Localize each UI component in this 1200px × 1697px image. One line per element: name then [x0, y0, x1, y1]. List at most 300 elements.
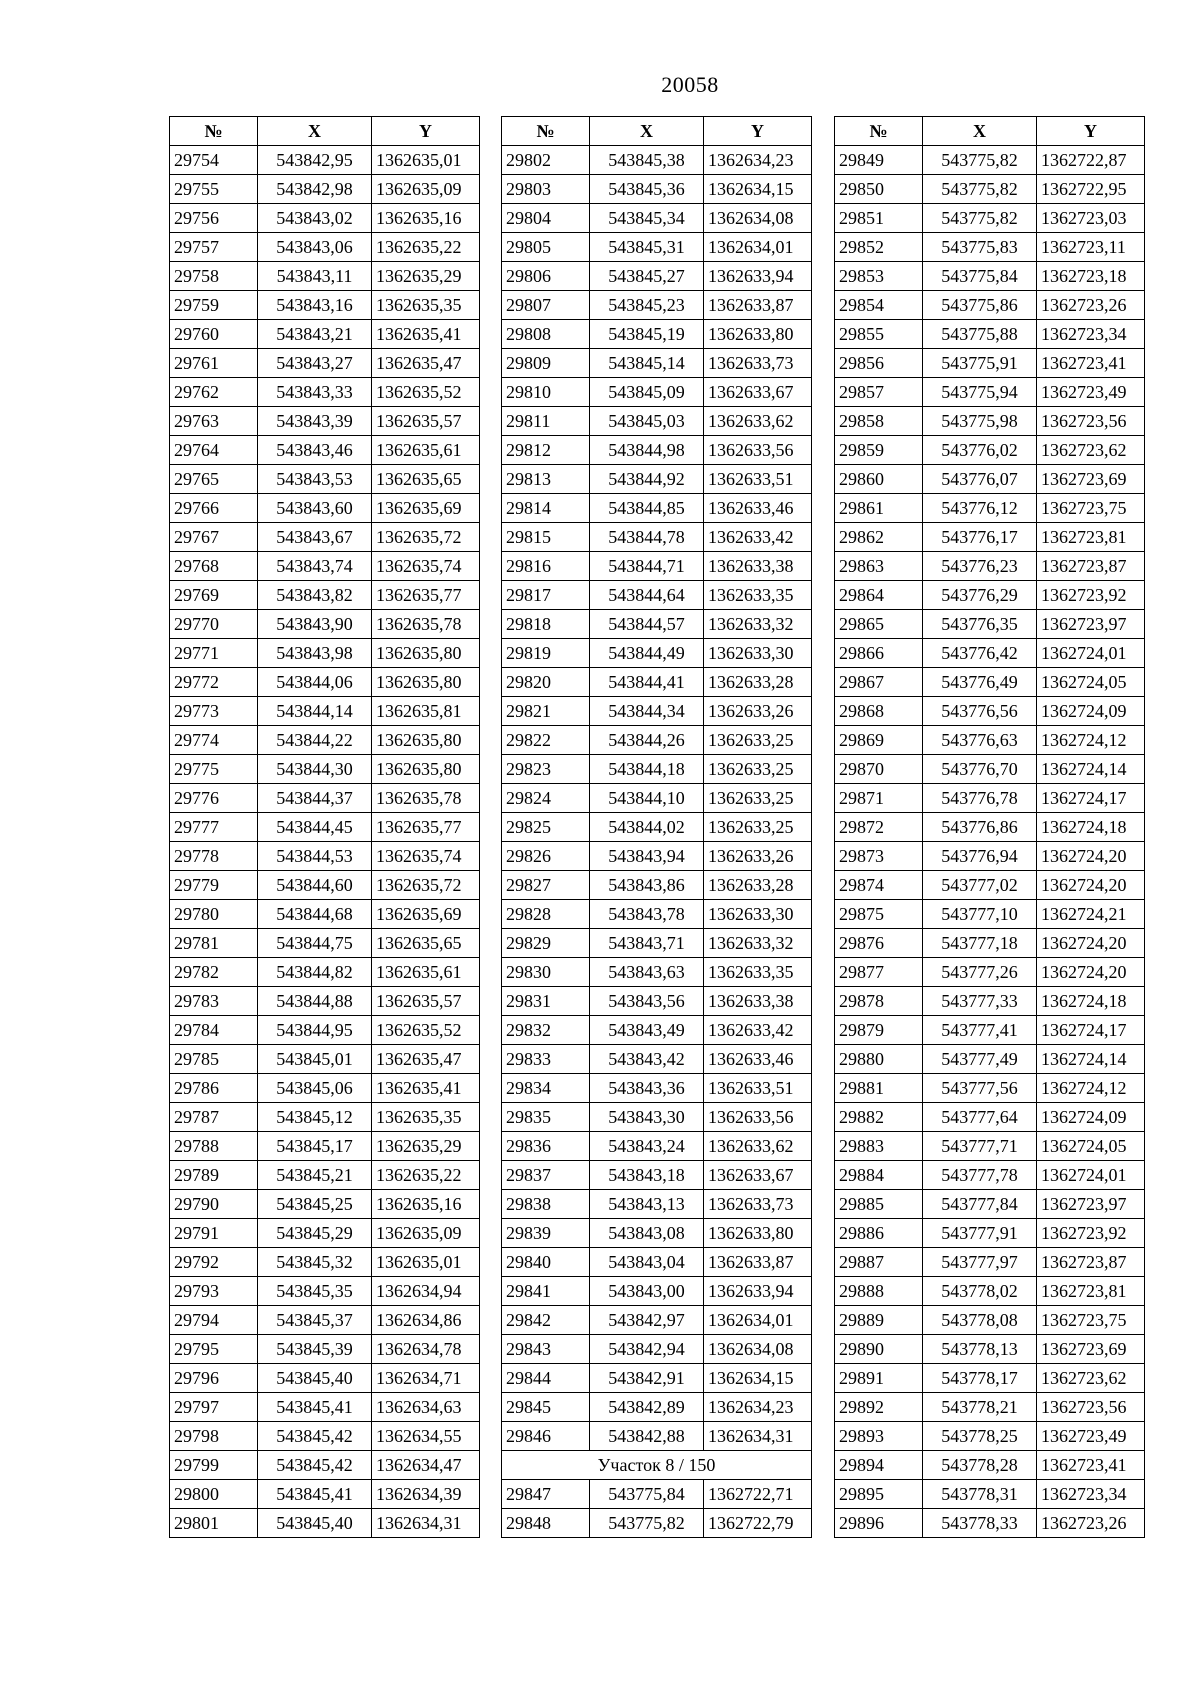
x-coordinate-cell: 543845,34 — [590, 204, 704, 233]
x-coordinate-cell: 543843,82 — [258, 581, 372, 610]
point-number-cell: 29845 — [502, 1393, 590, 1422]
y-coordinate-cell: 1362634,78 — [372, 1335, 480, 1364]
point-number-cell: 29891 — [835, 1364, 923, 1393]
x-coordinate-cell: 543843,36 — [590, 1074, 704, 1103]
y-coordinate-cell: 1362724,01 — [1037, 639, 1145, 668]
y-coordinate-cell: 1362635,74 — [372, 842, 480, 871]
point-number-cell: 29823 — [502, 755, 590, 784]
x-coordinate-cell: 543844,45 — [258, 813, 372, 842]
x-coordinate-cell: 543844,41 — [590, 668, 704, 697]
y-coordinate-cell: 1362723,97 — [1037, 610, 1145, 639]
table-row — [835, 407, 1145, 436]
point-number-cell: 29841 — [502, 1277, 590, 1306]
x-coordinate-cell: 543843,78 — [590, 900, 704, 929]
y-coordinate-cell: 1362633,26 — [704, 842, 812, 871]
point-number-cell: 29834 — [502, 1074, 590, 1103]
table-row — [835, 175, 1145, 204]
point-number-cell: 29860 — [835, 465, 923, 494]
point-number-cell: 29864 — [835, 581, 923, 610]
x-coordinate-cell: 543777,84 — [923, 1190, 1037, 1219]
table-row — [170, 1364, 480, 1393]
point-number-cell: 29814 — [502, 494, 590, 523]
y-coordinate-cell: 1362633,62 — [704, 1132, 812, 1161]
y-coordinate-cell: 1362633,56 — [704, 436, 812, 465]
y-coordinate-cell: 1362723,26 — [1037, 1509, 1145, 1538]
point-number-cell: 29789 — [170, 1161, 258, 1190]
x-coordinate-cell: 543845,17 — [258, 1132, 372, 1161]
point-number-cell: 29844 — [502, 1364, 590, 1393]
y-coordinate-cell: 1362724,14 — [1037, 1045, 1145, 1074]
table-row — [170, 813, 480, 842]
y-coordinate-cell: 1362634,71 — [372, 1364, 480, 1393]
table-row — [170, 349, 480, 378]
x-coordinate-cell: 543844,37 — [258, 784, 372, 813]
table-row — [502, 1103, 812, 1132]
x-coordinate-cell: 543777,91 — [923, 1219, 1037, 1248]
x-coordinate-cell: 543778,33 — [923, 1509, 1037, 1538]
table-row — [170, 1045, 480, 1074]
y-coordinate-cell: 1362724,18 — [1037, 987, 1145, 1016]
x-coordinate-cell: 543776,12 — [923, 494, 1037, 523]
point-number-cell: 29764 — [170, 436, 258, 465]
point-number-cell: 29836 — [502, 1132, 590, 1161]
point-number-cell: 29862 — [835, 523, 923, 552]
y-coordinate-cell: 1362635,61 — [372, 958, 480, 987]
y-coordinate-cell: 1362635,09 — [372, 175, 480, 204]
table-row — [835, 291, 1145, 320]
y-coordinate-cell: 1362633,56 — [704, 1103, 812, 1132]
x-coordinate-cell: 543844,53 — [258, 842, 372, 871]
x-coordinate-cell: 543845,40 — [258, 1364, 372, 1393]
x-coordinate-cell: 543844,02 — [590, 813, 704, 842]
y-coordinate-cell: 1362635,80 — [372, 726, 480, 755]
point-number-cell: 29822 — [502, 726, 590, 755]
x-coordinate-cell: 543843,11 — [258, 262, 372, 291]
point-number-cell: 29774 — [170, 726, 258, 755]
point-number-cell: 29807 — [502, 291, 590, 320]
point-number-cell: 29777 — [170, 813, 258, 842]
table-row — [835, 1277, 1145, 1306]
y-coordinate-cell: 1362635,41 — [372, 320, 480, 349]
point-number-cell: 29808 — [502, 320, 590, 349]
section-label: Участок 8 / 150 — [502, 1451, 812, 1480]
point-number-cell: 29874 — [835, 871, 923, 900]
point-number-cell: 29772 — [170, 668, 258, 697]
x-coordinate-cell: 543776,07 — [923, 465, 1037, 494]
table-row — [170, 1190, 480, 1219]
point-number-cell: 29842 — [502, 1306, 590, 1335]
x-coordinate-cell: 543777,02 — [923, 871, 1037, 900]
point-number-cell: 29857 — [835, 378, 923, 407]
point-number-cell: 29865 — [835, 610, 923, 639]
page-number: 20058 — [661, 72, 719, 97]
x-coordinate-cell: 543843,74 — [258, 552, 372, 581]
table-row — [835, 146, 1145, 175]
x-coordinate-cell: 543777,56 — [923, 1074, 1037, 1103]
point-number-cell: 29872 — [835, 813, 923, 842]
x-coordinate-cell: 543843,08 — [590, 1219, 704, 1248]
y-coordinate-cell: 1362633,73 — [704, 1190, 812, 1219]
y-coordinate-cell: 1362634,94 — [372, 1277, 480, 1306]
point-number-cell: 29869 — [835, 726, 923, 755]
point-number-cell: 29818 — [502, 610, 590, 639]
table-row — [170, 958, 480, 987]
y-coordinate-cell: 1362723,34 — [1037, 320, 1145, 349]
x-coordinate-cell: 543775,82 — [590, 1509, 704, 1538]
x-coordinate-cell: 543843,00 — [590, 1277, 704, 1306]
table-row — [502, 813, 812, 842]
point-number-cell: 29867 — [835, 668, 923, 697]
table-row — [502, 465, 812, 494]
table-row — [835, 1509, 1145, 1538]
y-coordinate-cell: 1362723,87 — [1037, 1248, 1145, 1277]
x-coordinate-cell: 543843,46 — [258, 436, 372, 465]
x-coordinate-cell: 543777,41 — [923, 1016, 1037, 1045]
table-row — [835, 958, 1145, 987]
point-number-cell: 29766 — [170, 494, 258, 523]
y-coordinate-cell: 1362635,78 — [372, 784, 480, 813]
y-coordinate-cell: 1362723,81 — [1037, 1277, 1145, 1306]
point-number-cell: 29787 — [170, 1103, 258, 1132]
table-row — [170, 262, 480, 291]
table-row — [502, 1074, 812, 1103]
x-coordinate-cell: 543845,23 — [590, 291, 704, 320]
y-coordinate-cell: 1362635,57 — [372, 987, 480, 1016]
table-row — [502, 1219, 812, 1248]
table-row — [835, 668, 1145, 697]
table-row — [502, 958, 812, 987]
x-coordinate-cell: 543776,78 — [923, 784, 1037, 813]
point-number-cell: 29854 — [835, 291, 923, 320]
y-coordinate-cell: 1362633,42 — [704, 523, 812, 552]
y-coordinate-cell: 1362633,67 — [704, 1161, 812, 1190]
point-number-cell: 29813 — [502, 465, 590, 494]
point-number-cell: 29795 — [170, 1335, 258, 1364]
table-row — [170, 1074, 480, 1103]
table-row — [835, 1393, 1145, 1422]
table-row — [835, 1103, 1145, 1132]
table-row — [835, 987, 1145, 1016]
point-number-cell: 29763 — [170, 407, 258, 436]
x-coordinate-cell: 543844,95 — [258, 1016, 372, 1045]
table-row — [835, 900, 1145, 929]
y-coordinate-cell: 1362633,26 — [704, 697, 812, 726]
table-row — [170, 552, 480, 581]
x-coordinate-cell: 543844,64 — [590, 581, 704, 610]
table-row — [835, 233, 1145, 262]
header-x: X — [258, 117, 372, 146]
point-number-cell: 29798 — [170, 1422, 258, 1451]
header-number: № — [835, 117, 923, 146]
point-number-cell: 29895 — [835, 1480, 923, 1509]
point-number-cell: 29804 — [502, 204, 590, 233]
y-coordinate-cell: 1362723,87 — [1037, 552, 1145, 581]
point-number-cell: 29833 — [502, 1045, 590, 1074]
table-row — [835, 1248, 1145, 1277]
table-row — [502, 929, 812, 958]
x-coordinate-cell: 543845,42 — [258, 1422, 372, 1451]
x-coordinate-cell: 543844,10 — [590, 784, 704, 813]
point-number-cell: 29812 — [502, 436, 590, 465]
y-coordinate-cell: 1362635,80 — [372, 639, 480, 668]
y-coordinate-cell: 1362724,20 — [1037, 842, 1145, 871]
x-coordinate-cell: 543775,82 — [923, 175, 1037, 204]
x-coordinate-cell: 543845,09 — [590, 378, 704, 407]
x-coordinate-cell: 543844,82 — [258, 958, 372, 987]
point-number-cell: 29870 — [835, 755, 923, 784]
table-row — [170, 871, 480, 900]
table-row — [170, 204, 480, 233]
table-row — [170, 1219, 480, 1248]
x-coordinate-cell: 543776,29 — [923, 581, 1037, 610]
table-row — [170, 697, 480, 726]
point-number-cell: 29794 — [170, 1306, 258, 1335]
x-coordinate-cell: 543777,10 — [923, 900, 1037, 929]
y-coordinate-cell: 1362633,25 — [704, 726, 812, 755]
table-row — [170, 929, 480, 958]
x-coordinate-cell: 543776,94 — [923, 842, 1037, 871]
table-row — [835, 813, 1145, 842]
x-coordinate-cell: 543844,06 — [258, 668, 372, 697]
table-row — [170, 639, 480, 668]
table-row — [170, 1480, 480, 1509]
x-coordinate-cell: 543842,89 — [590, 1393, 704, 1422]
point-number-cell: 29884 — [835, 1161, 923, 1190]
point-number-cell: 29827 — [502, 871, 590, 900]
table-row — [835, 755, 1145, 784]
y-coordinate-cell: 1362635,77 — [372, 813, 480, 842]
y-coordinate-cell: 1362724,09 — [1037, 697, 1145, 726]
y-coordinate-cell: 1362634,31 — [704, 1422, 812, 1451]
x-coordinate-cell: 543843,16 — [258, 291, 372, 320]
point-number-cell: 29776 — [170, 784, 258, 813]
point-number-cell: 29815 — [502, 523, 590, 552]
coordinates-table-3 — [834, 116, 1145, 1538]
x-coordinate-cell: 543844,30 — [258, 755, 372, 784]
table-row — [502, 1335, 812, 1364]
table-row — [835, 581, 1145, 610]
header-y: Y — [704, 117, 812, 146]
point-number-cell: 29856 — [835, 349, 923, 378]
x-coordinate-cell: 543844,49 — [590, 639, 704, 668]
point-number-cell: 29819 — [502, 639, 590, 668]
x-coordinate-cell: 543844,98 — [590, 436, 704, 465]
y-coordinate-cell: 1362723,26 — [1037, 291, 1145, 320]
x-coordinate-cell: 543844,68 — [258, 900, 372, 929]
point-number-cell: 29840 — [502, 1248, 590, 1277]
point-number-cell: 29888 — [835, 1277, 923, 1306]
y-coordinate-cell: 1362635,72 — [372, 523, 480, 552]
header-x: X — [590, 117, 704, 146]
x-coordinate-cell: 543778,25 — [923, 1422, 1037, 1451]
y-coordinate-cell: 1362724,21 — [1037, 900, 1145, 929]
point-number-cell: 29825 — [502, 813, 590, 842]
table-row — [835, 871, 1145, 900]
y-coordinate-cell: 1362635,22 — [372, 1161, 480, 1190]
y-coordinate-cell: 1362723,81 — [1037, 523, 1145, 552]
table-row — [502, 494, 812, 523]
x-coordinate-cell: 543844,22 — [258, 726, 372, 755]
y-coordinate-cell: 1362724,12 — [1037, 726, 1145, 755]
y-coordinate-cell: 1362724,20 — [1037, 929, 1145, 958]
table-row — [502, 610, 812, 639]
table-row — [502, 900, 812, 929]
point-number-cell: 29887 — [835, 1248, 923, 1277]
y-coordinate-cell: 1362633,25 — [704, 755, 812, 784]
table-row — [835, 784, 1145, 813]
point-number-cell: 29760 — [170, 320, 258, 349]
x-coordinate-cell: 543775,86 — [923, 291, 1037, 320]
x-coordinate-cell: 543775,84 — [590, 1480, 704, 1509]
table-row — [835, 552, 1145, 581]
x-coordinate-cell: 543777,78 — [923, 1161, 1037, 1190]
table-row — [170, 233, 480, 262]
point-number-cell: 29889 — [835, 1306, 923, 1335]
x-coordinate-cell: 543843,13 — [590, 1190, 704, 1219]
y-coordinate-cell: 1362634,08 — [704, 204, 812, 233]
point-number-cell: 29832 — [502, 1016, 590, 1045]
x-coordinate-cell: 543843,90 — [258, 610, 372, 639]
table-row — [835, 842, 1145, 871]
table-row — [502, 1045, 812, 1074]
table-row — [835, 465, 1145, 494]
x-coordinate-cell: 543845,42 — [258, 1451, 372, 1480]
table-row — [502, 987, 812, 1016]
point-number-cell: 29879 — [835, 1016, 923, 1045]
y-coordinate-cell: 1362633,46 — [704, 494, 812, 523]
y-coordinate-cell: 1362723,41 — [1037, 1451, 1145, 1480]
table-row — [502, 262, 812, 291]
y-coordinate-cell: 1362634,47 — [372, 1451, 480, 1480]
x-coordinate-cell: 543843,42 — [590, 1045, 704, 1074]
table-row — [835, 262, 1145, 291]
x-coordinate-cell: 543775,98 — [923, 407, 1037, 436]
point-number-cell: 29829 — [502, 929, 590, 958]
point-number-cell: 29762 — [170, 378, 258, 407]
table-row — [170, 1132, 480, 1161]
x-coordinate-cell: 543843,39 — [258, 407, 372, 436]
y-coordinate-cell: 1362633,46 — [704, 1045, 812, 1074]
table-row — [170, 900, 480, 929]
point-number-cell: 29767 — [170, 523, 258, 552]
table-row — [502, 1306, 812, 1335]
point-number-cell: 29758 — [170, 262, 258, 291]
y-coordinate-cell: 1362633,38 — [704, 987, 812, 1016]
point-number-cell: 29866 — [835, 639, 923, 668]
x-coordinate-cell: 543777,33 — [923, 987, 1037, 1016]
x-coordinate-cell: 543776,35 — [923, 610, 1037, 639]
table-row — [170, 1393, 480, 1422]
header-y: Y — [1037, 117, 1145, 146]
table-row — [835, 1364, 1145, 1393]
table-row — [502, 175, 812, 204]
y-coordinate-cell: 1362723,62 — [1037, 436, 1145, 465]
x-coordinate-cell: 543845,29 — [258, 1219, 372, 1248]
y-coordinate-cell: 1362635,01 — [372, 146, 480, 175]
point-number-cell: 29859 — [835, 436, 923, 465]
x-coordinate-cell: 543777,18 — [923, 929, 1037, 958]
x-coordinate-cell: 543776,86 — [923, 813, 1037, 842]
y-coordinate-cell: 1362634,63 — [372, 1393, 480, 1422]
table-row — [170, 610, 480, 639]
y-coordinate-cell: 1362635,65 — [372, 929, 480, 958]
point-number-cell: 29799 — [170, 1451, 258, 1480]
x-coordinate-cell: 543844,71 — [590, 552, 704, 581]
x-coordinate-cell: 543843,24 — [590, 1132, 704, 1161]
table-row — [502, 378, 812, 407]
y-coordinate-cell: 1362634,86 — [372, 1306, 480, 1335]
table-row — [502, 1393, 812, 1422]
x-coordinate-cell: 543842,94 — [590, 1335, 704, 1364]
y-coordinate-cell: 1362723,34 — [1037, 1480, 1145, 1509]
table-row — [835, 1074, 1145, 1103]
header-x: X — [923, 117, 1037, 146]
table-row — [502, 842, 812, 871]
table-row — [170, 1103, 480, 1132]
x-coordinate-cell: 543845,19 — [590, 320, 704, 349]
table-row — [170, 1509, 480, 1538]
point-number-cell: 29830 — [502, 958, 590, 987]
y-coordinate-cell: 1362635,35 — [372, 1103, 480, 1132]
x-coordinate-cell: 543843,06 — [258, 233, 372, 262]
point-number-cell: 29809 — [502, 349, 590, 378]
x-coordinate-cell: 543845,27 — [590, 262, 704, 291]
point-number-cell: 29868 — [835, 697, 923, 726]
y-coordinate-cell: 1362635,47 — [372, 349, 480, 378]
y-coordinate-cell: 1362635,52 — [372, 378, 480, 407]
point-number-cell: 29883 — [835, 1132, 923, 1161]
x-coordinate-cell: 543843,60 — [258, 494, 372, 523]
header-number: № — [170, 117, 258, 146]
point-number-cell: 29793 — [170, 1277, 258, 1306]
x-coordinate-cell: 543777,64 — [923, 1103, 1037, 1132]
table-row — [835, 320, 1145, 349]
y-coordinate-cell: 1362635,52 — [372, 1016, 480, 1045]
point-number-cell: 29778 — [170, 842, 258, 871]
table-row — [835, 1422, 1145, 1451]
x-coordinate-cell: 543843,21 — [258, 320, 372, 349]
point-number-cell: 29786 — [170, 1074, 258, 1103]
x-coordinate-cell: 543843,56 — [590, 987, 704, 1016]
x-coordinate-cell: 543845,31 — [590, 233, 704, 262]
y-coordinate-cell: 1362722,87 — [1037, 146, 1145, 175]
point-number-cell: 29780 — [170, 900, 258, 929]
point-number-cell: 29801 — [170, 1509, 258, 1538]
point-number-cell: 29771 — [170, 639, 258, 668]
table-row — [835, 1045, 1145, 1074]
table-row — [835, 639, 1145, 668]
table-row — [835, 726, 1145, 755]
table-row — [502, 639, 812, 668]
y-coordinate-cell: 1362635,57 — [372, 407, 480, 436]
x-coordinate-cell: 543845,01 — [258, 1045, 372, 1074]
table-row — [502, 320, 812, 349]
table-row — [835, 378, 1145, 407]
x-coordinate-cell: 543844,60 — [258, 871, 372, 900]
point-number-cell: 29876 — [835, 929, 923, 958]
table-row — [170, 668, 480, 697]
point-number-cell: 29893 — [835, 1422, 923, 1451]
x-coordinate-cell: 543844,92 — [590, 465, 704, 494]
table-row — [170, 436, 480, 465]
y-coordinate-cell: 1362635,41 — [372, 1074, 480, 1103]
point-number-cell: 29828 — [502, 900, 590, 929]
y-coordinate-cell: 1362724,17 — [1037, 1016, 1145, 1045]
x-coordinate-cell: 543777,26 — [923, 958, 1037, 987]
table-row — [502, 1480, 812, 1509]
y-coordinate-cell: 1362633,38 — [704, 552, 812, 581]
point-number-cell: 29896 — [835, 1509, 923, 1538]
